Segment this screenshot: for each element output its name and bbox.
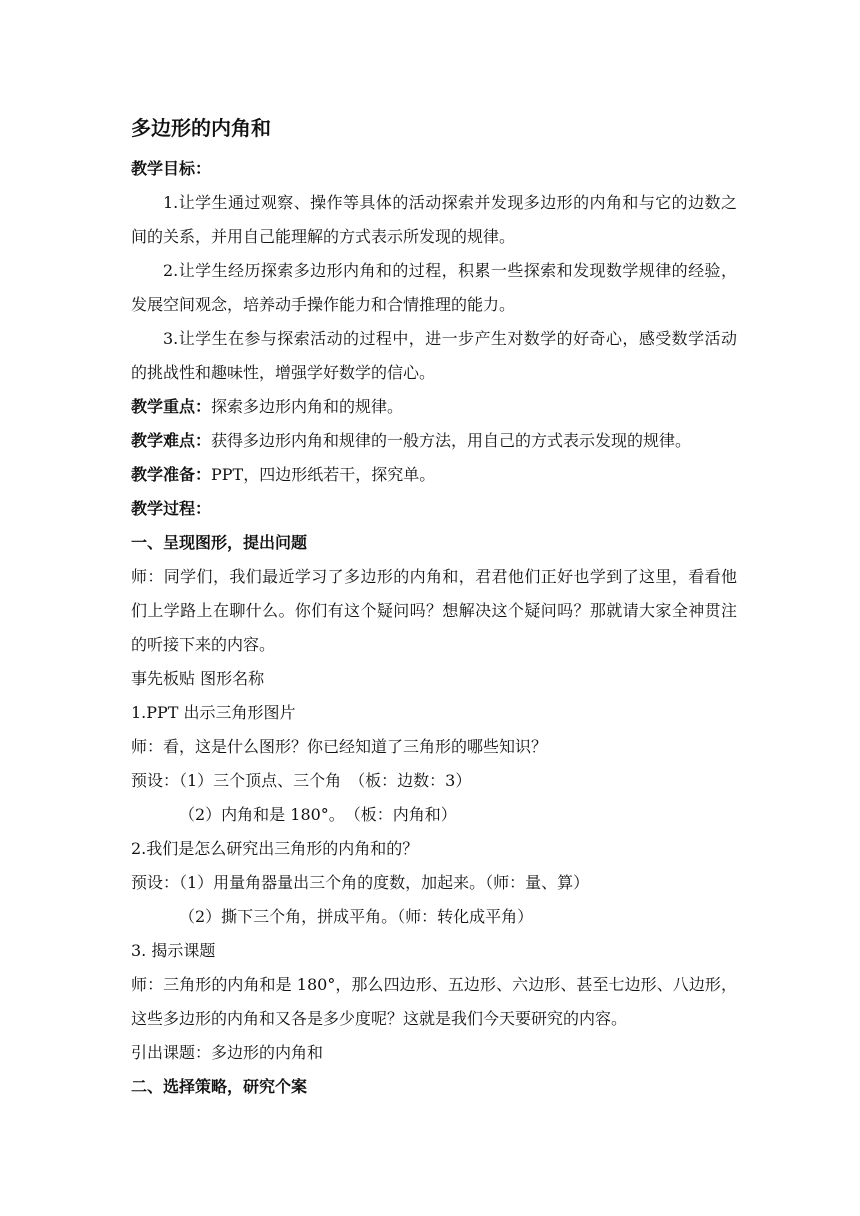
key-point [131, 390, 737, 424]
paragraph-intro: 师：同学们，我们最近学习了多边形的内角和，君君他们正好也学到了这里，看看他们上学路上在聊什么。你们有这个疑问吗？想解决这个疑问吗？那就请大家全神贯注的听接下来的内容。 [131, 567, 737, 654]
difficulty [131, 424, 737, 458]
section-1-heading: 一、呈现图形，提出问题 [131, 533, 308, 552]
objectives-heading: 教学目标： [131, 159, 212, 178]
lesson-plan [131, 108, 737, 1104]
process-heading: 教学过程： [131, 499, 212, 518]
key-point-text: 探索多边形内角和的规律。 [211, 397, 404, 416]
paragraph-preset-3: 预设：（1）用量角器量出三个角的度数，加起来。（师：量、算） [131, 873, 590, 892]
paragraph-question: 师：看，这是什么图形？你已经知道了三角形的哪些知识？ [131, 737, 548, 756]
paragraph-step-3: 3. 揭示课题 [131, 941, 216, 960]
difficulty-label: 教学难点： [131, 431, 212, 450]
objective-2: 2.让学生经历探索多边形内角和的过程，积累一些探索和发现数学规律的经验，发展空间观念，培养动手操作能力和合情推理的能力。 [131, 261, 737, 314]
paragraph-topic: 师：三角形的内角和是 180°，那么四边形、五边形、六边形、甚至七边形、八边形，这些多边形的内角和又各是多少度呢？这就是我们今天要研究的内容。 [131, 975, 737, 1028]
paragraph-step-2: 2.我们是怎么研究出三角形的内角和的？ [131, 839, 419, 858]
objective-3: 3.让学生在参与探索活动的过程中，进一步产生对数学的好奇心，感受数学活动的挑战性和趣味性，增强学好数学的信心。 [131, 329, 737, 382]
preparation [131, 458, 737, 492]
section-2-heading: 二、选择策略，研究个案 [131, 1077, 308, 1096]
key-point-label: 教学重点： [131, 397, 212, 416]
paragraph-step-1: 1.PPT 出示三角形图片 [131, 703, 296, 722]
paragraph-preset-1: 预设：（1）三个顶点、三个角 （板：边数：3） [131, 771, 472, 790]
paragraph-preset-2: （2）内角和是 180°。 （板：内角和） [179, 805, 457, 824]
document-title: 多边形的内角和 [131, 116, 271, 140]
preparation-text: PPT，四边形纸若干，探究单。 [211, 465, 436, 484]
preparation-label: 教学准备： [131, 465, 212, 484]
paragraph-board: 事先板贴 图形名称 [131, 669, 265, 688]
objective-1: 1.让学生通过观察、操作等具体的活动探索并发现多边形的内角和与它的边数之间的关系，并用自己能理解的方式表示所发现的规律。 [131, 193, 737, 246]
paragraph-lead-in: 引出课题：多边形的内角和 [131, 1043, 324, 1062]
paragraph-preset-4: （2）撕下三个角，拼成平角。（师：转化成平角） [179, 907, 534, 926]
difficulty-text: 获得多边形内角和规律的一般方法，用自己的方式表示发现的规律。 [211, 431, 692, 450]
